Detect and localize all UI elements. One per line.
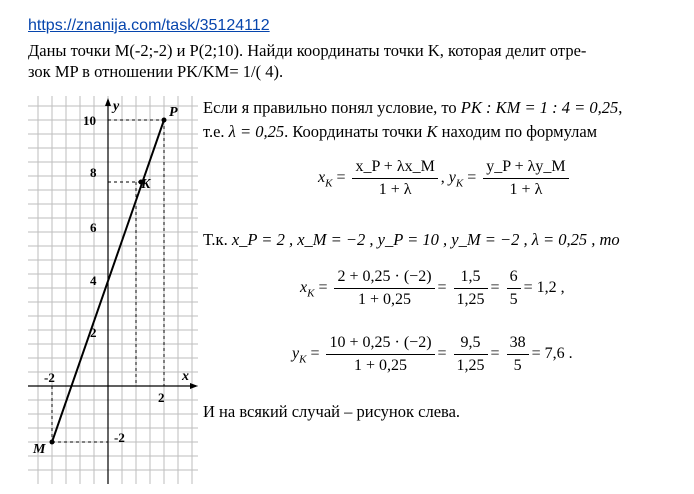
yk-fraction [483,158,568,199]
x-tick-neg2: -2 [44,370,55,385]
point-p-marker [162,118,167,123]
xk-symbol: x [318,169,326,187]
y-tick-8: 8 [90,165,97,180]
given-values-line [203,230,620,250]
lambda-expression: λ = 0,25 [228,122,285,141]
solution-line-2 [203,122,597,142]
x-axis-label: x [182,369,189,384]
calc-y-denominator: 1 + 0,25 [353,357,408,374]
calc-x-step2-den: 1,25 [456,291,485,308]
point-p-label: P [169,105,178,120]
x-calculation: $x_K$ = $\frac{2 + 0,25 \cdot (-2)}{1 + 0,25}$ = $\frac{1,5}{1,25}$ = $\frac{6}{5}$ = 1,2 , [300,268,565,308]
y-tick-4: 4 [90,273,97,288]
calc-y-step2-num: 9,5 [454,334,488,355]
calc-y-fraction [326,334,434,375]
xk-numerator: x_P + λx_M [352,158,437,179]
yk-numerator: y_P + λy_M [483,158,568,179]
given-values: x_P = 2 , x_M = −2 , y_P = 10 , y_M = −2 , λ = 0,25 , то [231,230,620,249]
task-line-1: Даны точки M(-2;-2) и P(2;10). Найди координаты точки K, которая делит отре- [28,41,587,60]
general-formula: $x_K$ = $\frac{x\_P + \lambda x\_M}{1 + \lambda}$ , $y_K$ = $\frac{y\_P + \lambda y\_M}{1 + \lambda}$ [318,158,572,199]
y-tick-6: 6 [90,220,97,235]
calc-y-numerator: 10 + 0,25 · (−2) [326,334,434,355]
task-statement [28,40,678,82]
xk-subscript: K [325,177,333,190]
x-tick-2: 2 [158,390,165,405]
point-m-marker [50,440,55,445]
y-axis-label: y [113,99,120,114]
calc-x-result: = 1,2 , [523,279,565,297]
calc-y-step2 [454,334,488,375]
calc-x-step3 [507,268,521,309]
point-k-label: K [141,177,151,192]
yk-denominator: 1 + λ [509,181,543,198]
closing-remark: И на всякий случай – рисунок слева. [203,402,461,421]
calc-x-step3-num: 6 [507,268,521,289]
calc-x-denominator: 1 + 0,25 [357,291,412,308]
calc-y-step3 [507,334,529,375]
given-prefix: Т.к. [203,230,228,249]
grid [28,96,198,484]
calc-x-step2-num: 1,5 [454,268,488,289]
calc-x-fraction [334,268,434,309]
y-calculation: $y_K$ = $\frac{10 + 0,25 \cdot (-2)}{1 + 0,25}$ = $\frac{9,5}{1,25}$ = $\frac{38}{5}$ = 7,6 . [292,334,573,374]
solution-line-2-text-b: . Координаты точки [284,122,427,141]
calc-y-step2-den: 1,25 [456,357,485,374]
calc-y-step3-den: 5 [513,357,522,374]
source-link[interactable]: https://znanija.com/task/35124112 [28,17,270,34]
calc-x-numerator: 2 + 0,25 · (−2) [334,268,434,289]
point-m-label: M [33,442,46,457]
solution-line-1-text: Если я правильно понял условие, то [203,98,461,117]
solution-line-2-text-c: находим по формулам [437,122,598,141]
y-tick-10: 10 [83,113,96,128]
calc-y-result: = 7,6 . [531,345,573,363]
point-k-ref: K [426,122,438,141]
solution-line-1-end: , [618,98,623,117]
x-axis-arrow [190,383,198,389]
y-axis-arrow [105,98,111,106]
calc-x-step3-den: 5 [509,291,518,308]
calc-x-step2 [454,268,488,309]
ratio-expression: PK : KM = 1 : 4 = 0,25 [460,98,619,117]
y-tick-2: 2 [90,325,97,340]
y-tick-neg2: -2 [114,430,125,445]
solution-line-1 [203,98,622,118]
xk-denominator: 1 + λ [378,181,412,198]
solution-line-2-text-a: т.е. [203,122,229,141]
calc-y-step3-num: 38 [507,334,529,355]
coordinate-graph [28,96,198,484]
task-line-2: зок MP в отношении PK/KM= 1/( 4). [28,62,284,81]
xk-fraction [352,158,437,199]
